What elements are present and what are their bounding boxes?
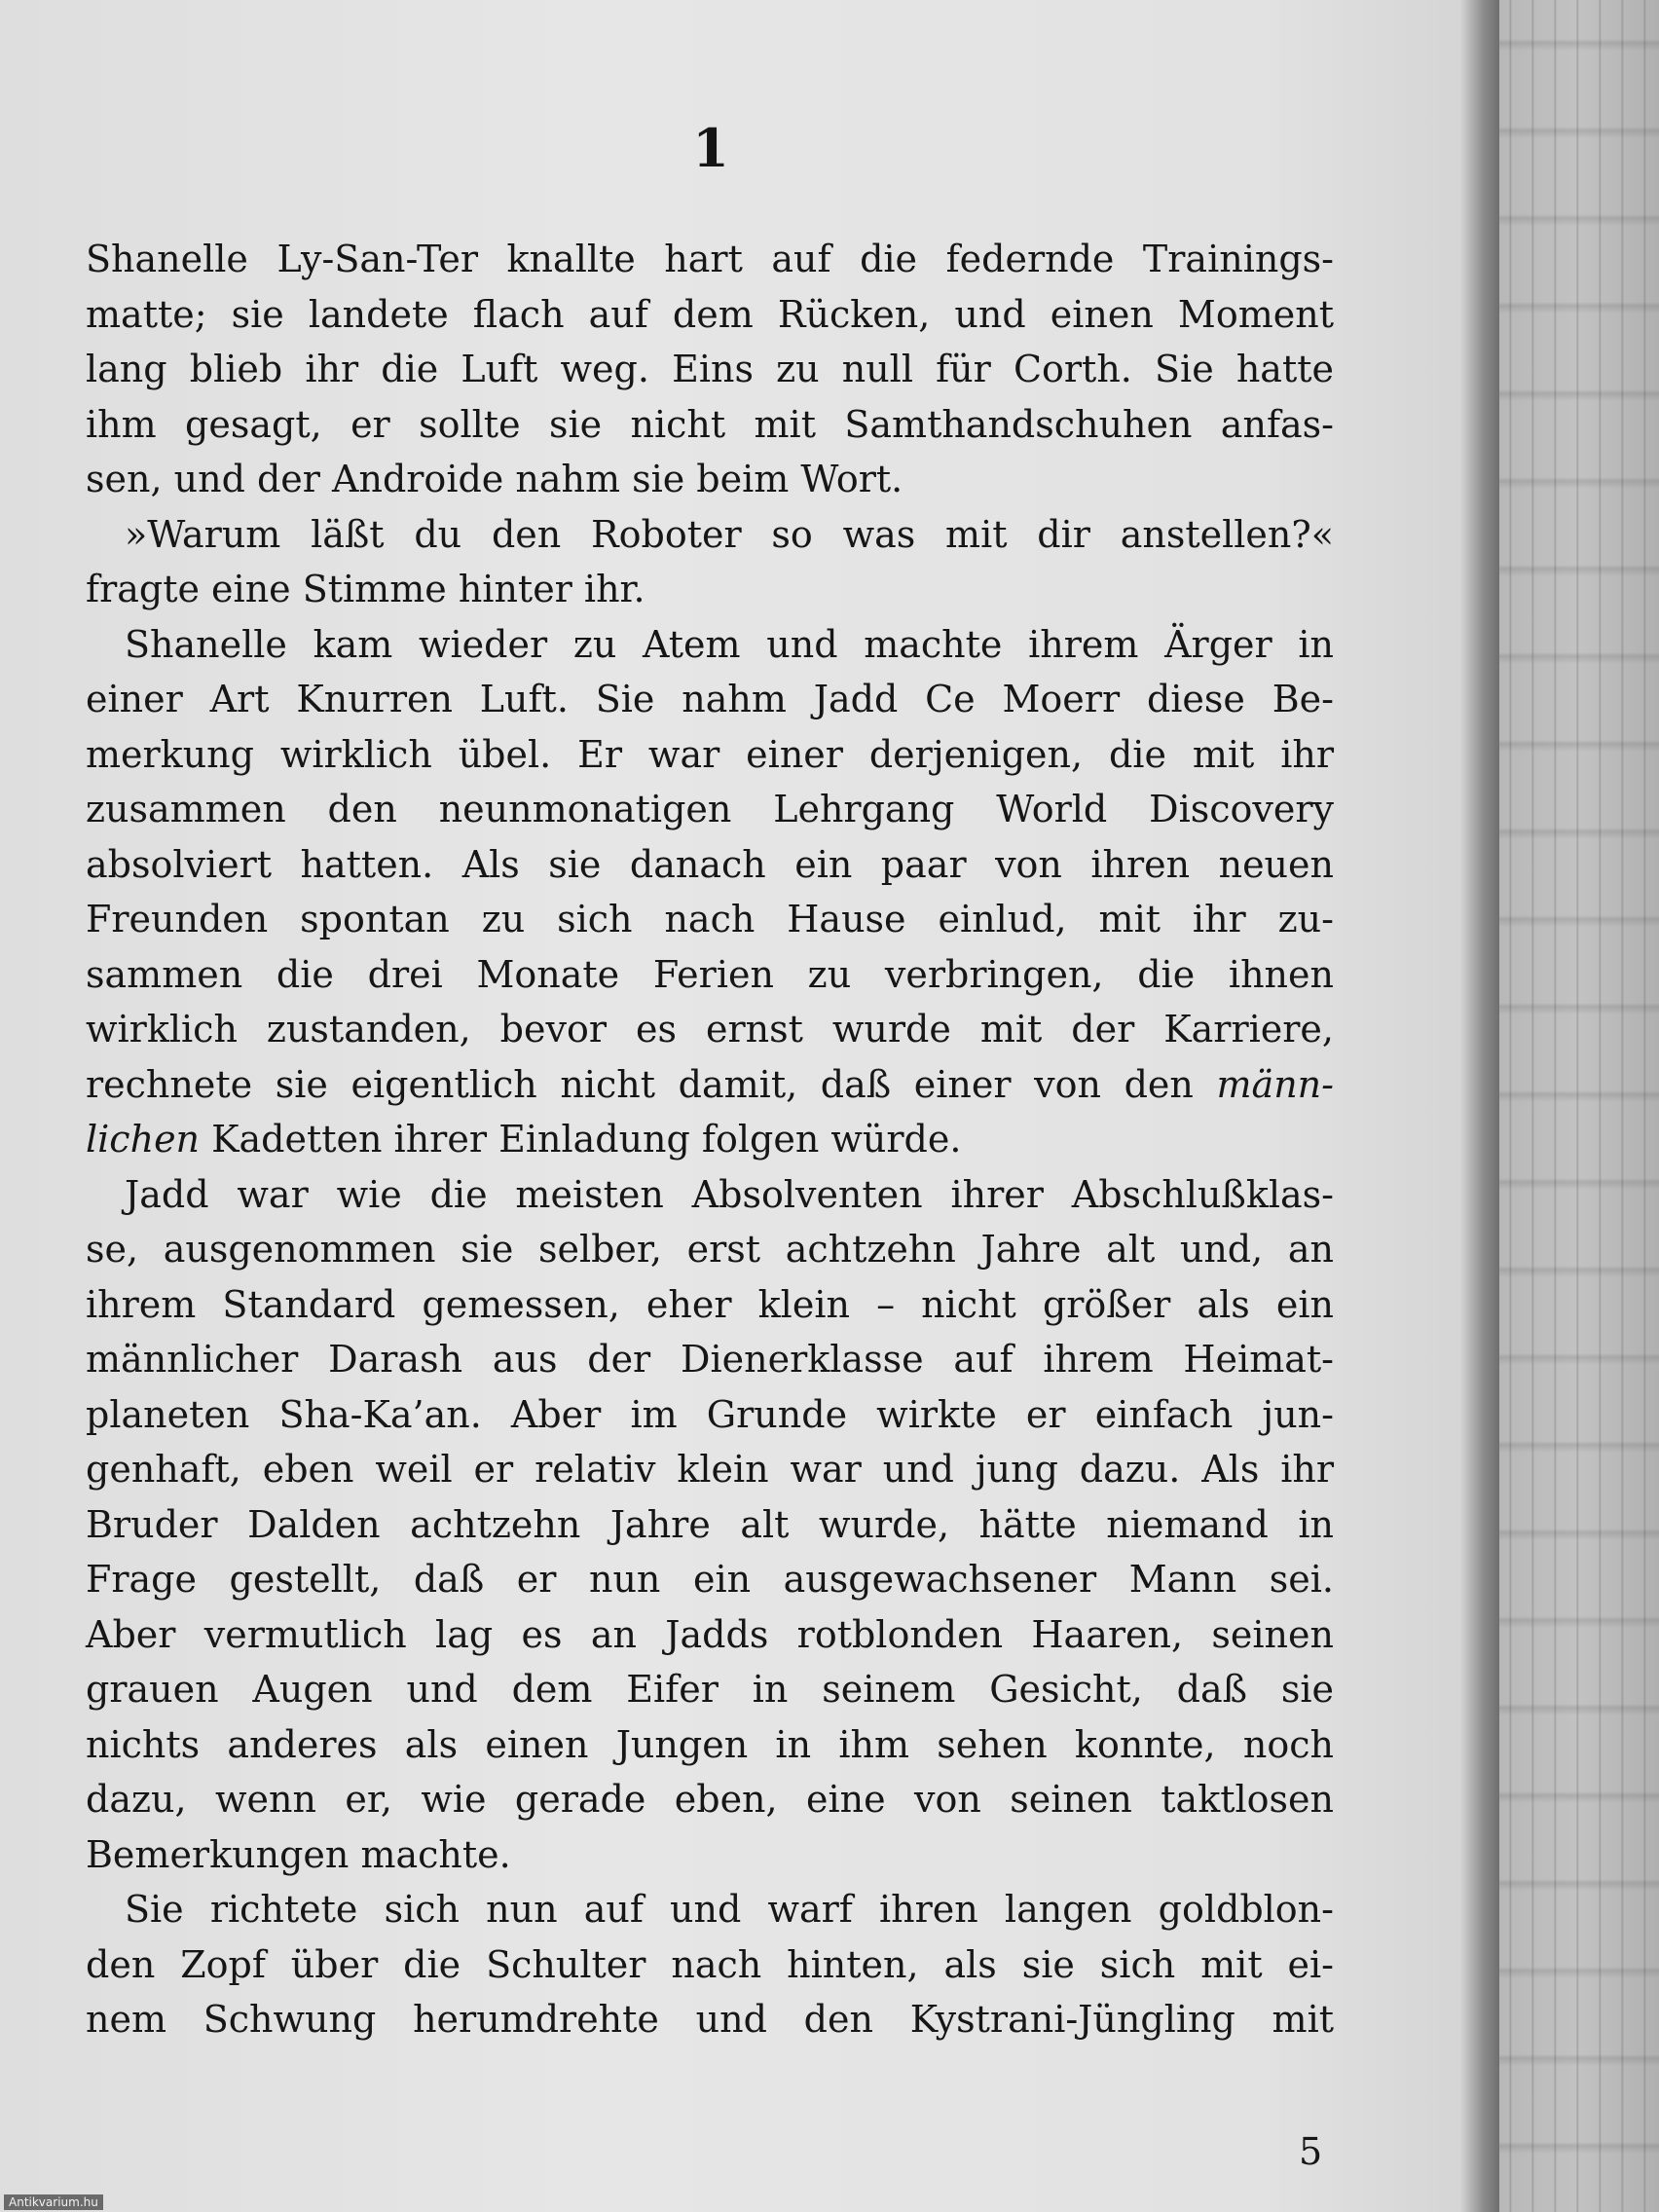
line-text: Frage gestellt, daß er nun ein ausgewachsener Mann sei. [86,1558,1334,1601]
line-text: ihrem Standard gemessen, eher klein – nicht größer als ein [86,1282,1334,1326]
text-line [86,342,1334,397]
line-text: Jadd war wie die meisten Absolventen ihrer Abschlußklas- [125,1172,1334,1216]
line-text: absolviert hatten. Als sie danach ein paar von ihren neuen [86,842,1334,886]
line-text: zusammen den neunmonatigen Lehrgang World Discovery [86,788,1334,830]
wooden-background [1499,0,1659,2212]
watermark: Antikvarium.hu [4,2194,103,2210]
line-text: se, ausgenommen sie selber, erst achtzehn Jahre alt und, an [86,1228,1334,1271]
text-line [86,287,1334,343]
text-line [86,397,1334,453]
text-line [86,1717,1334,1773]
line-text: Bruder Dalden achtzehn Jahre alt wurde, hätte niemand in [86,1502,1334,1546]
text-line [86,1772,1334,1827]
line-text: Shanelle Ly-San-Ter knallte hart auf die federnde Trainings- [86,238,1334,280]
line-text: wirklich zustanden, bevor es ernst wurde mit der Karriere, [86,1008,1334,1051]
line-text: Shanelle kam wieder zu Atem und machte ihrem Ärger in [125,622,1334,666]
text-line [86,947,1334,1003]
text-line [86,1112,1334,1167]
line-text: Sie richtete sich nun auf und warf ihren langen goldblon- [125,1888,1334,1931]
line-text: genhaft, eben weil er relativ klein war und jung dazu. Als ihr [86,1448,1334,1491]
line-text: merkung wirklich übel. Er war einer derjenigen, die mit ihr [86,732,1334,776]
text-line [86,1497,1334,1553]
italic-text: männ- [1216,1062,1334,1106]
line-text: dazu, wenn er, wie gerade eben, eine von seinen taktlosen [86,1778,1334,1821]
text-line [86,1222,1334,1277]
line-text: Bemerkungen machte. [86,1832,511,1876]
line-text: fragte eine Stimme hinter ihr. [86,568,645,610]
text-line [86,1002,1334,1057]
text-line [86,1607,1334,1663]
line-text: rechnete sie eigentlich nicht damit, daß einer von den [86,1062,1217,1106]
text-line [86,672,1334,727]
line-text: Aber vermutlich lag es an Jadds rotblonden Haaren, seinen [86,1612,1334,1656]
line-text: männlicher Darash aus der Dienerklasse auf ihrem Heimat- [86,1338,1334,1381]
text-line [86,1552,1334,1607]
line-text: planeten Sha-Ka’an. Aber im Grunde wirkte er einfach jun- [86,1392,1334,1436]
body-text [86,232,1334,2047]
line-text: einer Art Knurren Luft. Sie nahm Jadd Ce Moerr diese Be- [86,678,1334,720]
text-line [86,1332,1334,1387]
text-line [86,1442,1334,1497]
text-line [86,837,1334,893]
line-text: ihm gesagt, er sollte sie nicht mit Samthandschuhen anfas- [86,402,1334,446]
line-text: nichts anderes als einen Jungen in ihm sehen konnte, noch [86,1722,1334,1766]
line-text: den Zopf über die Schulter nach hinten, als sie sich mit ei- [86,1942,1334,1986]
text-line [86,782,1334,837]
text-line [86,1937,1334,1993]
text-line [86,617,1334,673]
text-line [86,1992,1334,2047]
text-line [86,507,1334,563]
line-text: nem Schwung herumdrehte und den Kystrani-Jüngling mit [86,1998,1334,2041]
text-line [86,232,1334,287]
line-text: grauen Augen und dem Eifer in seinem Gesicht, daß sie [86,1668,1334,1711]
line-text: Freunden spontan zu sich nach Hause einlud, mit ihr zu- [86,898,1334,940]
page-number: 5 [1299,2130,1323,2173]
italic-text: lichen [86,1118,201,1161]
text-line [86,1167,1334,1223]
text-line [86,1057,1334,1113]
text-line [86,892,1334,947]
text-line [86,1827,1334,1883]
text-line [86,1882,1334,1937]
text-line [86,727,1334,783]
line-text: lang blieb ihr die Luft weg. Eins zu null für Corth. Sie hatte [86,348,1334,390]
text-line [86,1277,1334,1333]
line-text: sen, und der Androide nahm sie beim Wort. [86,458,903,500]
text-line [86,452,1334,507]
chapter-heading: 1 [692,117,729,179]
line-text: »Warum läßt du den Roboter so was mit dir anstellen?« [125,512,1334,556]
book-gutter-shadow [1460,0,1499,2212]
text-line [86,1387,1334,1443]
line-text: Kadetten ihrer Einladung folgen würde. [200,1118,962,1161]
text-line [86,562,1334,617]
text-line [86,1662,1334,1717]
line-text: matte; sie landete flach auf dem Rücken, und einen Moment [86,292,1334,336]
line-text: sammen die drei Monate Ferien zu verbringen, die ihnen [86,952,1334,996]
